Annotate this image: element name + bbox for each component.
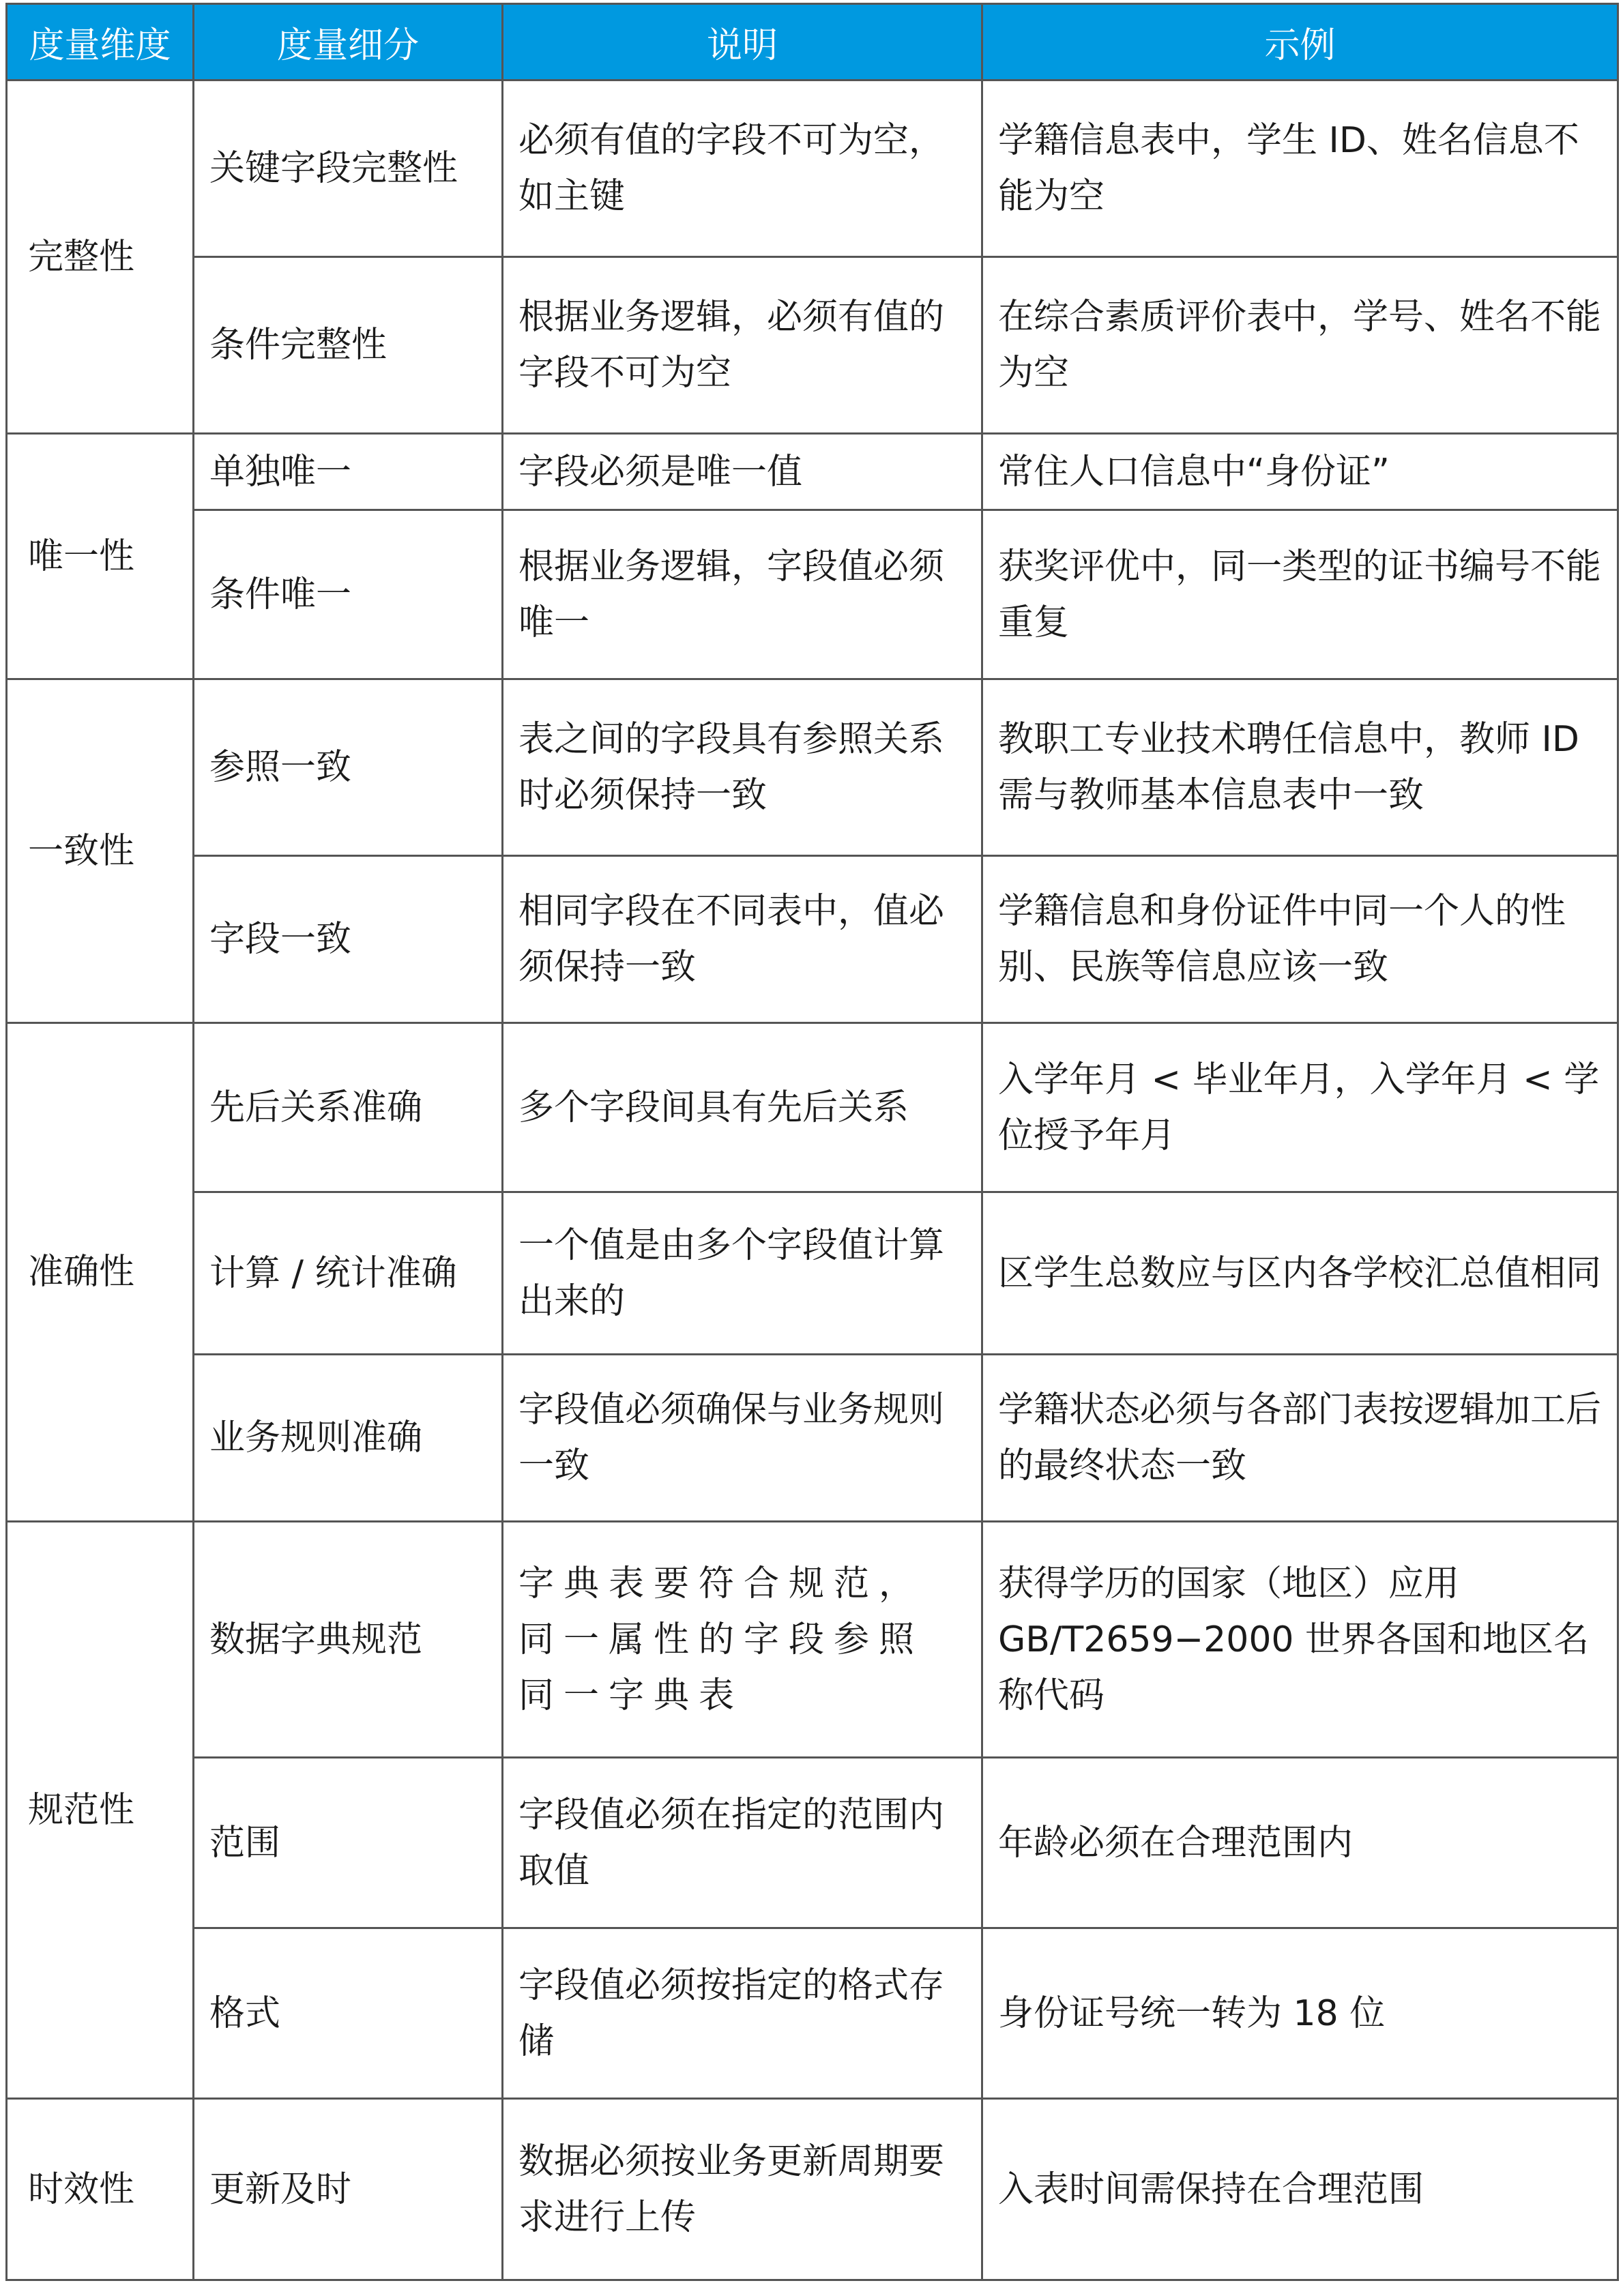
subdivision-cell: 先后关系准确 bbox=[194, 1023, 503, 1192]
data-quality-table bbox=[5, 3, 1619, 2281]
example-cell: 入表时间需保持在合理范围 bbox=[982, 2099, 1618, 2280]
description-cell: 多个字段间具有先后关系 bbox=[503, 1023, 982, 1192]
header-dimension: 度量维度 bbox=[7, 4, 194, 80]
dimension-cell: 唯一性 bbox=[7, 434, 194, 679]
header-example: 示例 bbox=[982, 4, 1618, 80]
description-cell: 字典表要符合规范，同一属性的字段参照同一字典表 bbox=[503, 1522, 982, 1758]
header-subdivision: 度量细分 bbox=[194, 4, 503, 80]
description-cell: 相同字段在不同表中，值必须保持一致 bbox=[503, 856, 982, 1023]
description-cell: 必须有值的字段不可为空，如主键 bbox=[503, 80, 982, 257]
subdivision-cell: 条件完整性 bbox=[194, 257, 503, 434]
example-cell: 学籍信息表中，学生 ID、姓名信息不能为空 bbox=[982, 80, 1618, 257]
subdivision-cell: 范围 bbox=[194, 1758, 503, 1928]
table-row bbox=[7, 80, 1618, 257]
dimension-cell: 规范性 bbox=[7, 1522, 194, 2099]
example-cell: 身份证号统一转为 18 位 bbox=[982, 1928, 1618, 2099]
table-row bbox=[7, 434, 1618, 510]
description-cell: 字段值必须在指定的范围内取值 bbox=[503, 1758, 982, 1928]
description-cell: 根据业务逻辑，字段值必须唯一 bbox=[503, 510, 982, 679]
table-row bbox=[7, 1023, 1618, 1192]
subdivision-cell: 条件唯一 bbox=[194, 510, 503, 679]
subdivision-cell: 业务规则准确 bbox=[194, 1355, 503, 1522]
subdivision-cell: 数据字典规范 bbox=[194, 1522, 503, 1758]
example-cell: 在综合素质评价表中，学号、姓名不能为空 bbox=[982, 257, 1618, 434]
description-cell: 一个值是由多个字段值计算出来的 bbox=[503, 1192, 982, 1355]
table-row bbox=[7, 2099, 1618, 2280]
dimension-cell: 完整性 bbox=[7, 80, 194, 434]
header-description: 说明 bbox=[503, 4, 982, 80]
example-cell: 区学生总数应与区内各学校汇总值相同 bbox=[982, 1192, 1618, 1355]
table-row bbox=[7, 1192, 1618, 1355]
subdivision-cell: 单独唯一 bbox=[194, 434, 503, 510]
description-cell: 字段值必须确保与业务规则一致 bbox=[503, 1355, 982, 1522]
example-cell: 学籍状态必须与各部门表按逻辑加工后的最终状态一致 bbox=[982, 1355, 1618, 1522]
description-cell: 字段必须是唯一值 bbox=[503, 434, 982, 510]
subdivision-cell: 格式 bbox=[194, 1928, 503, 2099]
table-row bbox=[7, 1758, 1618, 1928]
description-cell: 表之间的字段具有参照关系时必须保持一致 bbox=[503, 679, 982, 856]
example-cell: 教职工专业技术聘任信息中，教师 ID 需与教师基本信息表中一致 bbox=[982, 679, 1618, 856]
table-row bbox=[7, 679, 1618, 856]
subdivision-cell: 关键字段完整性 bbox=[194, 80, 503, 257]
example-cell: 入学年月 < 毕业年月，入学年月 < 学位授予年月 bbox=[982, 1023, 1618, 1192]
description-cell: 字段值必须按指定的格式存储 bbox=[503, 1928, 982, 2099]
header-row bbox=[7, 4, 1618, 80]
dimension-cell: 一致性 bbox=[7, 679, 194, 1023]
table-row bbox=[7, 1355, 1618, 1522]
dimension-cell: 准确性 bbox=[7, 1023, 194, 1522]
table-row bbox=[7, 856, 1618, 1023]
subdivision-cell: 参照一致 bbox=[194, 679, 503, 856]
example-cell: 常住人口信息中“身份证” bbox=[982, 434, 1618, 510]
table-row bbox=[7, 1928, 1618, 2099]
example-cell: 获得学历的国家（地区）应用 GB/T2659−2000 世界各国和地区名称代码 bbox=[982, 1522, 1618, 1758]
description-cell: 数据必须按业务更新周期要求进行上传 bbox=[503, 2099, 982, 2280]
subdivision-cell: 字段一致 bbox=[194, 856, 503, 1023]
subdivision-cell: 更新及时 bbox=[194, 2099, 503, 2280]
example-cell: 年龄必须在合理范围内 bbox=[982, 1758, 1618, 1928]
table-row bbox=[7, 510, 1618, 679]
dimension-cell: 时效性 bbox=[7, 2099, 194, 2280]
table-row bbox=[7, 257, 1618, 434]
example-cell: 获奖评优中，同一类型的证书编号不能重复 bbox=[982, 510, 1618, 679]
example-cell: 学籍信息和身份证件中同一个人的性别、民族等信息应该一致 bbox=[982, 856, 1618, 1023]
description-cell: 根据业务逻辑，必须有值的字段不可为空 bbox=[503, 257, 982, 434]
subdivision-cell: 计算 / 统计准确 bbox=[194, 1192, 503, 1355]
table-row bbox=[7, 1522, 1618, 1758]
